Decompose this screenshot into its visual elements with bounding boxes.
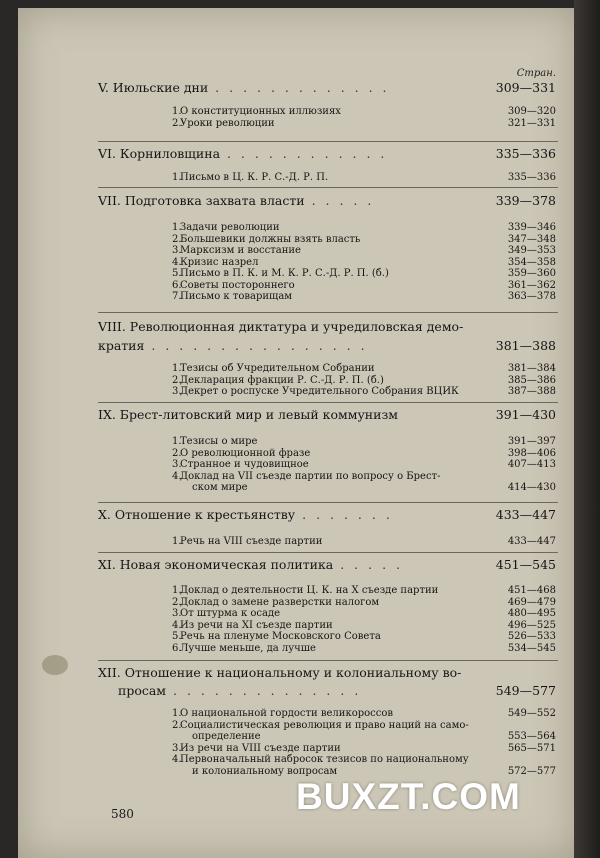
list-item: 2. Социалистическая революция и право наций на само- xyxy=(172,719,469,731)
chapter-xi xyxy=(98,558,558,654)
watermark: BUXZT.COM xyxy=(296,776,521,817)
book-spine-shadow xyxy=(574,0,600,858)
chapter-pages: 381—388 xyxy=(495,338,556,353)
list-item: 3. Марксизм и восстание 349—353 xyxy=(172,245,556,256)
chapter-pages: 335—336 xyxy=(495,146,556,161)
chapter-title: XI. Новая экономическая политика xyxy=(98,557,334,572)
divider xyxy=(98,552,558,553)
chapter-pages: 309—331 xyxy=(495,80,556,95)
divider xyxy=(98,187,558,188)
list-item: 3. От штурма к осаде 480—495 xyxy=(172,608,556,619)
chapter-title-row xyxy=(98,666,558,681)
list-item: 7. Письмо к товарищам 363—378 xyxy=(172,291,556,302)
page-number: 580 xyxy=(111,807,134,821)
list-item: 5. Речь на пленуме Московского Совета 526—533 xyxy=(172,631,556,642)
list-item: 1. О национальной гордости великороссов 549—552 xyxy=(172,708,556,719)
chapter-vi xyxy=(98,147,558,184)
chapter-title-row: VII. Подготовка захвата власти . . . . . 339—378 xyxy=(98,193,556,208)
list-item: 3. Странное и чудовищное 407—413 xyxy=(172,459,556,470)
list-item: 1. Доклад о деятельности Ц. К. на X съезде партии 451—468 xyxy=(172,585,556,596)
list-item: 2. Доклад о замене разверстки налогом 469—479 xyxy=(172,596,556,608)
ink-stain xyxy=(42,655,68,675)
list-item: 6. Лучше меньше, да лучше 534—545 xyxy=(172,642,556,654)
chapter-title-row: X. Отношение к крестьянству . . . . . . . 433—447 xyxy=(98,507,556,522)
divider xyxy=(98,141,558,142)
chapter-ix xyxy=(98,408,558,494)
list-item: 2. Уроки революции 321—331 xyxy=(172,117,556,129)
divider xyxy=(98,312,558,313)
divider xyxy=(98,660,558,661)
page-column-header: Стран. xyxy=(516,68,556,79)
list-item: 1. Речь на VIII съезде партии 433—447 xyxy=(172,536,556,547)
chapter-title: VI. Корниловщина xyxy=(98,146,221,161)
chapter-title: X. Отношение к крестьянству xyxy=(98,507,296,522)
divider xyxy=(98,402,558,403)
chapter-pages: 339—378 xyxy=(495,193,556,208)
divider xyxy=(98,502,558,503)
chapter-pages: 549—577 xyxy=(495,683,556,698)
list-item-continued: ском мире 414—430 xyxy=(192,482,556,493)
list-item: 4. Из речи на XI съезде партии 496—525 xyxy=(172,619,556,631)
list-item: 6. Советы постороннего 361—362 xyxy=(172,279,556,291)
chapter-v xyxy=(98,81,558,129)
list-item: 1. Письмо в Ц. К. Р. С.-Д. Р. П. 335—336 xyxy=(172,172,556,183)
chapter-title-row xyxy=(98,320,558,335)
chapter-pages: 433—447 xyxy=(495,507,556,522)
chapter-pages: 451—545 xyxy=(495,557,556,572)
list-item: 1. Тезисы о мире 391—397 xyxy=(172,436,556,447)
list-item: 1. Задачи революции 339—346 xyxy=(172,222,556,233)
chapter-title-row-continued: просам . . . . . . . . . . . . . . 549—577 xyxy=(98,684,558,699)
list-item: 1. О конституционных иллюзиях 309—320 xyxy=(172,106,556,117)
chapter-xii xyxy=(98,666,558,777)
chapter-title-row-continued: кратия . . . . . . . . . . . . . . . . 381—388 xyxy=(98,338,556,353)
chapter-title-row: XI. Новая экономическая политика . . . . . 451—545 xyxy=(98,557,556,572)
chapter-title: XII. Отношение к национальному и колониальному во- xyxy=(98,665,462,680)
list-item: 2. Большевики должны взять власть 347—348 xyxy=(172,233,556,245)
list-item: 4. Доклад на VII съезде партии по вопросу о Брест- xyxy=(172,470,441,482)
chapter-pages: 391—430 xyxy=(495,407,556,422)
chapter-title-row xyxy=(98,408,558,423)
chapter-title-row: V. Июльские дни . . . . . . . . . . . . . 309—331 xyxy=(98,80,556,95)
list-item-continued: определение 553—564 xyxy=(192,731,556,742)
list-item: 3. Из речи на VIII съезде партии 565—571 xyxy=(172,742,556,754)
chapter-title: VIII. Революционная диктатура и учредиловская демо- xyxy=(98,319,464,334)
chapter-vii xyxy=(98,194,558,303)
list-item: 5. Письмо в П. К. и М. К. Р. С.-Д. Р. П. (б.) 359—360 xyxy=(172,268,556,279)
list-item-continued: и колониальному вопросам 572—577 xyxy=(192,765,556,777)
chapter-title-continued: кратия xyxy=(98,338,145,353)
chapter-title: IX. Брест-литовский мир и левый коммунизм xyxy=(98,407,399,422)
list-item: 4. Кризис назрел 354—358 xyxy=(172,256,556,268)
list-item: 3. Декрет о роспуске Учредительного Собрания ВЦИК 387—388 xyxy=(172,386,556,397)
chapter-title: V. Июльские дни xyxy=(98,80,209,95)
list-item: 4. Первоначальный набросок тезисов по национальному xyxy=(172,754,469,765)
chapter-title: VII. Подготовка захвата власти xyxy=(98,193,305,208)
list-item: 2. Декларация фракции Р. С.-Д. Р. П. (б.) 385—386 xyxy=(172,374,556,386)
chapter-title-row: VI. Корниловщина . . . . . . . . . . . . 335—336 xyxy=(98,146,556,161)
list-item: 2. О революционной фразе 398—406 xyxy=(172,447,556,459)
list-item: 1. Тезисы об Учредительном Собрании 381—384 xyxy=(172,363,556,374)
chapter-x xyxy=(98,508,558,548)
chapter-title-continued: просам xyxy=(118,683,167,698)
chapter-viii xyxy=(98,320,558,398)
